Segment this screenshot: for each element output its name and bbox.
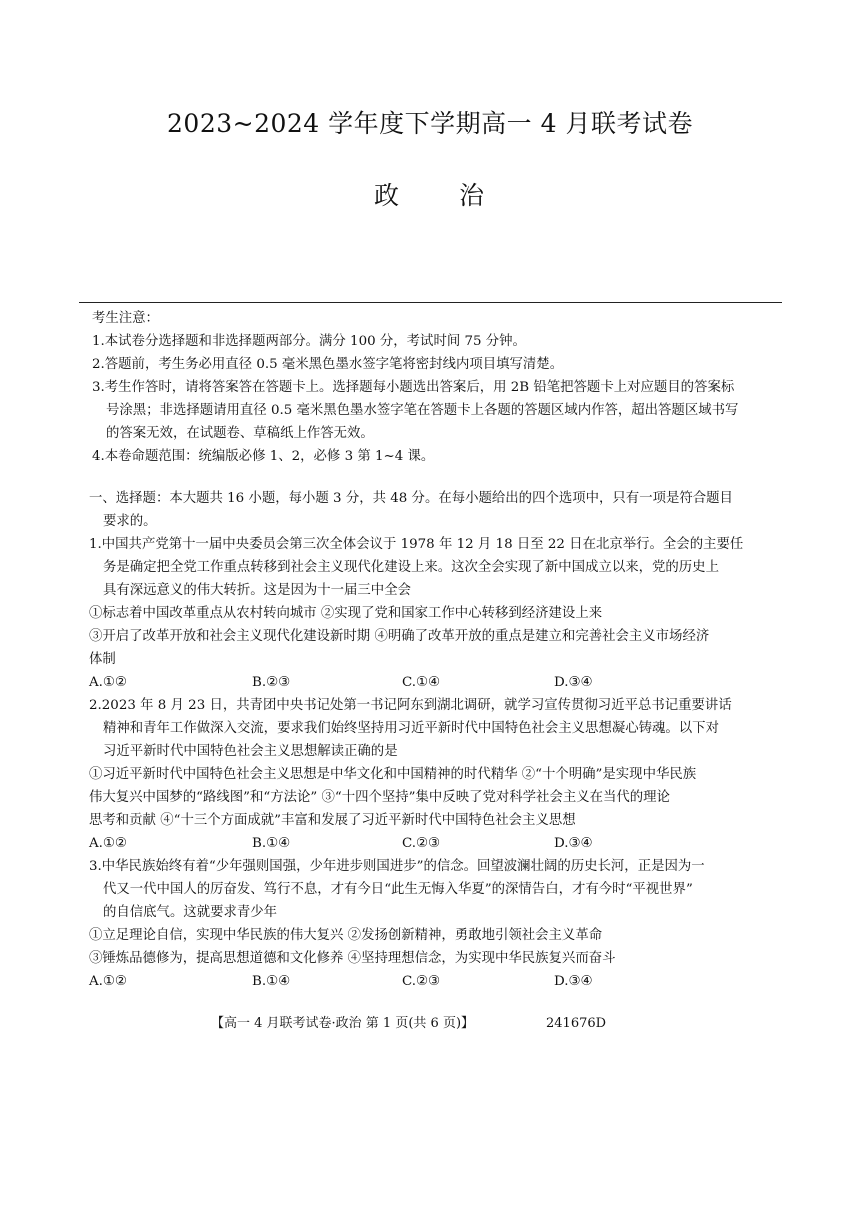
option-c: C.②③	[402, 974, 441, 989]
question-2-options	[89, 832, 789, 855]
footer-code: 241676D	[546, 1016, 607, 1031]
question-1-stem-continued: 具有深远意义的伟大转折。这是因为十一届三中全会	[103, 583, 411, 598]
option-b: B.①④	[252, 974, 291, 989]
notice-item: 2.答题前，考生务必用直径 0.5 毫米黑色墨水签字笔将密封线内项目填写清楚。	[92, 357, 564, 372]
option-a: A.①②	[89, 675, 127, 690]
option-c: C.②③	[402, 836, 441, 851]
question-2-statement: 思考和贡献 ④“十三个方面成就”丰富和发展了习近平新时代中国特色社会主义思想	[89, 813, 576, 828]
question-3-statement: ①立足理论自信，实现中华民族的伟大复兴 ②发扬创新精神，勇敢地引领社会主义革命	[89, 928, 603, 943]
question-1-statement: 体制	[89, 652, 116, 667]
question-2-stem-continued: 习近平新时代中国特色社会主义思想解读正确的是	[103, 744, 398, 759]
option-a: A.①②	[89, 974, 127, 989]
option-c: C.①④	[402, 675, 441, 690]
page-footer	[211, 1012, 606, 1035]
notice-item-continued: 的答案无效，在试题卷、草稿纸上作答无效。	[106, 426, 374, 441]
notice-item: 4.本卷命题范围：统编版必修 1、2，必修 3 第 1~4 课。	[92, 449, 435, 464]
question-3-options	[89, 970, 789, 993]
notice-item-continued: 号涂黑；非选择题请用直径 0.5 毫米黑色墨水签字笔在答题卡上各题的答题区域内作答，超出答题区域书写	[106, 403, 739, 418]
option-b: B.②③	[252, 675, 291, 690]
question-1-stem: 1.中国共产党第十一届中央委员会第三次全体会议于 1978 年 12 月 18 日至 22 日在北京举行。全会的主要任	[89, 537, 744, 552]
question-3-stem: 3.中华民族始终有着“少年强则国强，少年进步则国进步”的信念。回望波澜壮阔的历史长河，正是因为一	[89, 859, 705, 874]
question-3-stem-continued: 的自信底气。这就要求青少年	[103, 905, 278, 920]
option-b: B.①④	[252, 836, 291, 851]
choice-section	[89, 487, 789, 993]
subject-title: 政 治	[374, 181, 486, 210]
question-1-statement: ③开启了改革开放和社会主义现代化建设新时期 ④明确了改革开放的重点是建立和完善社会主义市场经济	[89, 629, 710, 644]
question-3-stem-continued: 代又一代中国人的厉奋发、笃行不息，才有今日“此生无悔入华夏”的深情告白，才有今时“平视世界”	[103, 882, 693, 897]
option-d: D.③④	[554, 974, 593, 989]
question-1-options	[89, 671, 789, 694]
question-2-statement: ①习近平新时代中国特色社会主义思想是中华文化和中国精神的时代精华 ②“十个明确”是实现中华民族	[89, 767, 697, 782]
question-3-statement: ③锤炼品德修为，提高思想道德和文化修养 ④坚持理想信念，为实现中华民族复兴而奋斗	[89, 951, 616, 966]
question-2-stem: 2.2023 年 8 月 23 日，共青团中央书记处第一书记阿东到湖北调研，就学习宣传贯彻习近平总书记重要讲话	[89, 698, 732, 713]
notice-item: 3.考生作答时，请将答案答在答题卡上。选择题每小题选出答案后，用 2B 铅笔把答题卡上对应题目的答案标	[92, 380, 735, 395]
header-divider	[79, 302, 782, 303]
question-2-statement: 伟大复兴中国梦的“路线图”和“方法论” ③“十四个坚持”集中反映了党对科学社会主义在当代的理论	[89, 790, 670, 805]
section-heading: 一、选择题：本大题共 16 小题，每小题 3 分，共 48 分。在每小题给出的四个选项中，只有一项是符合题目	[89, 491, 733, 506]
option-d: D.③④	[554, 675, 593, 690]
notice-heading: 考生注意：	[92, 311, 159, 326]
section-heading-continued: 要求的。	[103, 514, 157, 529]
notice-item: 1.本试卷分选择题和非选择题两部分。满分 100 分，考试时间 75 分钟。	[92, 334, 526, 349]
footer-page-label: 【高一 4 月联考试卷·政治 第 1 页(共 6 页)】	[211, 1016, 475, 1031]
question-1-statement: ①标志着中国改革重点从农村转向城市 ②实现了党和国家工作中心转移到经济建设上来	[89, 606, 603, 621]
exam-notice	[92, 307, 738, 468]
question-2-stem-continued: 精神和青年工作做深入交流，要求我们始终坚持用习近平新时代中国特色社会主义思想凝心铸魂。以下对	[103, 721, 719, 736]
exam-title: 2023~2024 学年度下学期高一 4 月联考试卷	[167, 109, 693, 138]
option-d: D.③④	[554, 836, 593, 851]
option-a: A.①②	[89, 836, 127, 851]
question-1-stem-continued: 务是确定把全党工作重点转移到社会主义现代化建设上来。这次全会实现了新中国成立以来，党的历史上	[103, 560, 719, 575]
